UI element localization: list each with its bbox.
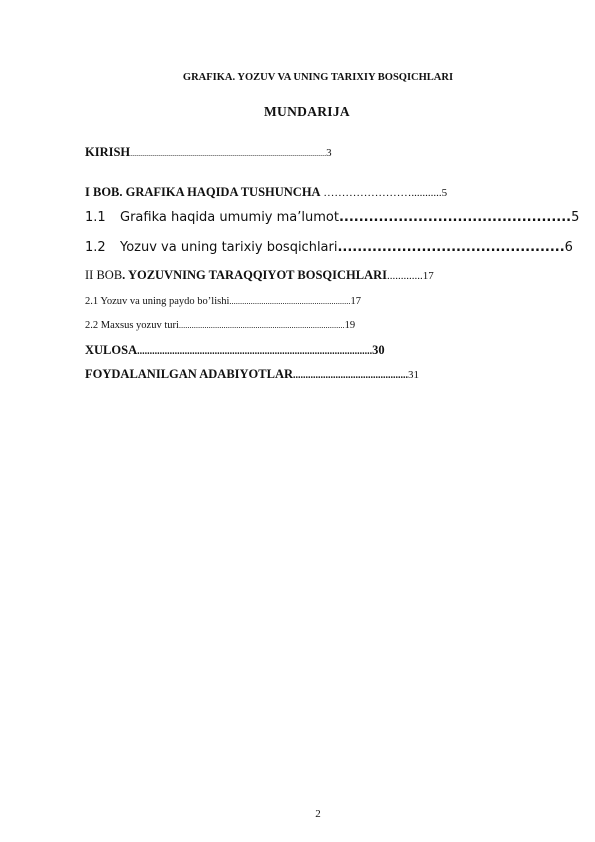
toc-page: 5 [571,210,580,225]
toc-leader: .............................................................................................. [137,346,373,357]
toc-leader: .............................................................................. [178,320,345,330]
toc-page: 6 [564,240,573,255]
toc-entry-chapter-2 [85,268,434,283]
toc-entry-2-2 [85,320,355,331]
toc-page: 17 [350,296,361,307]
toc-leader: .............................................. [293,370,409,381]
toc-leader: ......................................................... [229,296,351,306]
toc-entry-xulosa [85,343,385,358]
toc-page: 19 [344,320,356,331]
toc-leader: .............................................. [337,240,565,255]
toc-entry-chapter-1 [85,185,447,200]
toc-label: FOYDALANILGAN ADABIYOTLAR [85,367,294,381]
toc-leader: ……………………........... [320,187,442,199]
toc-number: 1.1 [85,210,106,225]
toc-number: 1.2 [85,240,106,255]
toc-page: 17 [422,270,434,282]
toc-entry-2-1 [85,296,361,307]
toc-label: Grafika haqida umumiy ma’lumot [120,210,339,225]
toc-leader: .................................................................................................. [130,149,327,158]
toc-leader: ............. [387,270,423,282]
toc-label: 2.2 Maxsus yozuv turi [85,320,179,331]
toc-entry-1-2 [85,240,573,255]
toc-label: XULOSA [85,343,138,357]
toc-label: Yozuv va uning tarixiy bosqichlari [120,240,338,255]
toc-label: I BOB. GRAFIKA HAQIDA TUSHUNCHA [85,185,321,199]
toc-entry-1-1 [85,210,579,225]
toc-prefix: II BOB [85,268,123,282]
toc-label: KIRISH [85,145,131,159]
contents-heading: MUNDARIJA [264,104,350,119]
toc-leader: ............................................... [338,210,572,225]
toc-label: 2.1 Yozuv va uning paydo bo’lishi [85,296,230,307]
page-number: 2 [315,808,321,820]
document-title: GRAFIKA. YOZUV VA UNING TARIXIY BOSQICHLARI [182,72,454,83]
toc-entry-adabiyotlar [85,367,419,382]
toc-page: 5 [441,187,448,199]
toc-page: 3 [326,147,332,159]
toc-page: 30 [372,343,385,357]
toc-label: . YOZUVNING TARAQQIYOT BOSQICHLARI [122,268,388,282]
toc-entry-kirish [85,145,332,160]
toc-page: 31 [408,369,420,381]
